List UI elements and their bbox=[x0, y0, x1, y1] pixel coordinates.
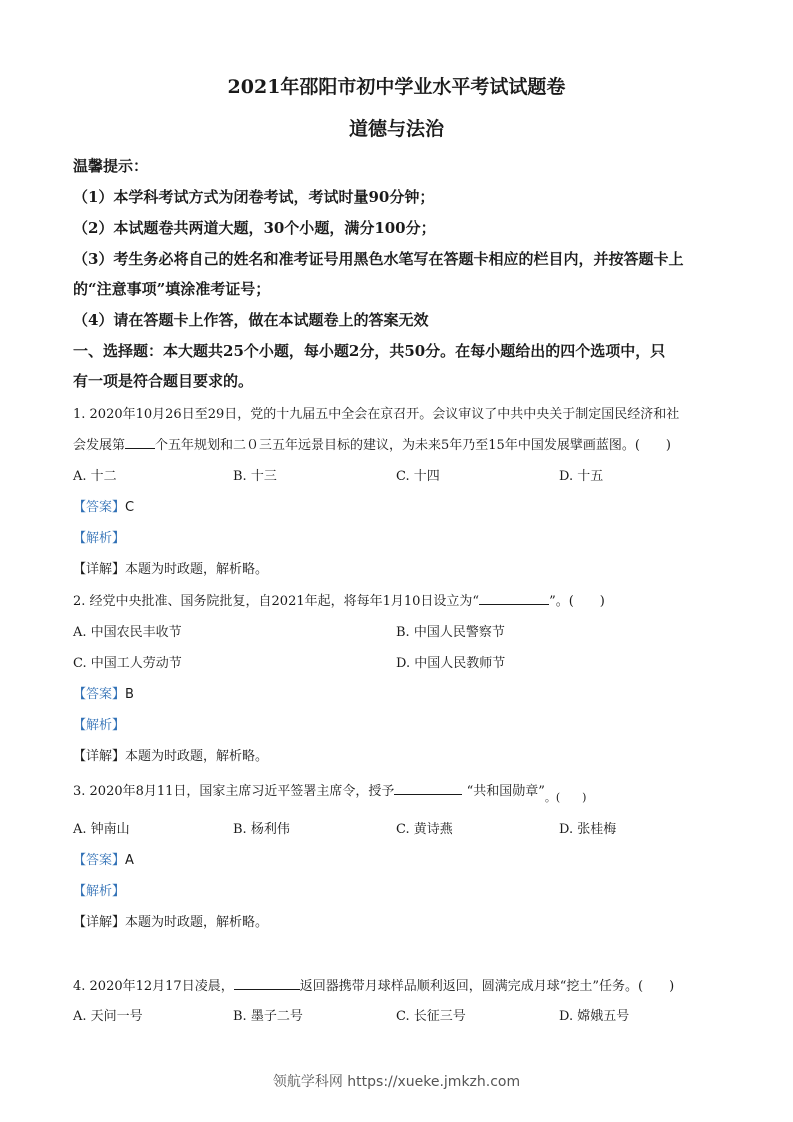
section-heading-line2: 有一项是符合题目要求的。 bbox=[73, 372, 254, 390]
answer-blank bbox=[125, 436, 155, 449]
question-1-option-b: B. 十三 bbox=[233, 469, 277, 484]
footer-watermark: 领航学科网 https://xueke.jmkzh.com bbox=[272, 1074, 521, 1090]
question-1-text-b: 个五年规划和二０三五年远景目标的建议，为未来5年乃至15年中国发展擘画蓝图。( ) bbox=[155, 438, 671, 453]
tip-item-4: （4）请在答题卡上作答，做在本试题卷上的答案无效 bbox=[73, 311, 429, 329]
question-3-analysis: 【解析】 bbox=[73, 884, 126, 899]
question-2-detail: 【详解】本题为时政题，解析略。 bbox=[73, 749, 269, 764]
question-4-option-d: D. 嫦娥五号 bbox=[559, 1009, 630, 1024]
exam-title: 2021年邵阳市初中学业水平考试试题卷 bbox=[227, 76, 566, 98]
question-1-text-a: 会发展第 bbox=[73, 438, 126, 453]
question-3-detail: 【详解】本题为时政题，解析略。 bbox=[73, 915, 269, 930]
question-3-line1 bbox=[73, 780, 733, 804]
question-1-option-d: D. 十五 bbox=[559, 469, 604, 484]
question-2-text-b: ”。( ) bbox=[549, 594, 605, 609]
answer-blank bbox=[394, 782, 462, 795]
question-2-line1 bbox=[73, 590, 733, 609]
question-1-line2 bbox=[73, 434, 733, 453]
question-3-answer bbox=[73, 849, 134, 868]
question-4-option-c: C. 长征三号 bbox=[396, 1009, 466, 1024]
question-3-text-b: “共和国勋章” bbox=[462, 784, 545, 799]
tip-item-1: （1）本学科考试方式为闭卷考试，考试时量90分钟； bbox=[73, 188, 435, 206]
question-4-option-b: B. 墨子二号 bbox=[233, 1009, 303, 1024]
answer-blank bbox=[234, 977, 300, 990]
question-1-detail: 【详解】本题为时政题，解析略。 bbox=[73, 562, 269, 577]
question-4-option-a: A. 天问一号 bbox=[73, 1009, 143, 1024]
question-2-option-d: D. 中国人民教师节 bbox=[396, 656, 506, 671]
question-3-option-b: B. 杨利伟 bbox=[233, 822, 290, 837]
subject-title: 道德与法治 bbox=[348, 118, 444, 140]
answer-value: B bbox=[125, 687, 134, 702]
question-3-option-d: D. 张桂梅 bbox=[559, 822, 617, 837]
question-3-text-c: 。( ) bbox=[544, 791, 587, 804]
question-3-text-a: 3. 2020年8月11日，国家主席习近平签署主席令，授予 bbox=[73, 784, 395, 799]
question-2-option-a: A. 中国农民丰收节 bbox=[73, 625, 182, 640]
question-4-line1 bbox=[73, 975, 733, 994]
question-2-answer bbox=[73, 683, 134, 702]
answer-label: 【答案】 bbox=[73, 500, 126, 515]
question-2-text-a: 2. 经党中央批准、国务院批复，自2021年起，将每年1月10日设立为“ bbox=[73, 594, 480, 609]
question-1-option-c: C. 十四 bbox=[396, 469, 440, 484]
answer-label: 【答案】 bbox=[73, 853, 126, 868]
question-1-analysis: 【解析】 bbox=[73, 531, 126, 546]
question-1-option-a: A. 十二 bbox=[73, 469, 117, 484]
answer-label: 【答案】 bbox=[73, 687, 126, 702]
tip-item-2: （2）本试题卷共两道大题，30个小题，满分100分； bbox=[73, 219, 436, 237]
section-heading-line1: 一、选择题：本大题共25个小题，每小题2分，共50分。在每小题给出的四个选项中，只 bbox=[73, 342, 666, 360]
tip-item-3: （3）考生务必将自己的姓名和准考证号用黑色水笔写在答题卡相应的栏目内，并按答题卡上 bbox=[73, 250, 684, 268]
question-3-option-a: A. 钟南山 bbox=[73, 822, 130, 837]
question-4-text-a: 4. 2020年12月17日凌晨， bbox=[73, 979, 234, 994]
answer-blank bbox=[479, 592, 549, 605]
tips-heading: 温馨提示： bbox=[73, 157, 149, 175]
question-2-option-b: B. 中国人民警察节 bbox=[396, 625, 505, 640]
question-4-text-b: 返回器携带月球样品顺利返回，圆满完成月球“挖土”任务。( ) bbox=[299, 979, 675, 994]
tip-item-3-cont: 的“注意事项”填涂准考证号； bbox=[73, 280, 271, 298]
question-1-line1: 1. 2020年10月26日至29日，党的十九届五中全会在京召开。会议审议了中共中央关于制定国民经济和社 bbox=[73, 407, 680, 422]
answer-value: C bbox=[125, 500, 135, 515]
question-1-answer bbox=[73, 496, 134, 515]
answer-value: A bbox=[125, 853, 134, 868]
question-2-option-c: C. 中国工人劳动节 bbox=[73, 656, 182, 671]
question-3-option-c: C. 黄诗燕 bbox=[396, 822, 453, 837]
question-2-analysis: 【解析】 bbox=[73, 718, 126, 733]
